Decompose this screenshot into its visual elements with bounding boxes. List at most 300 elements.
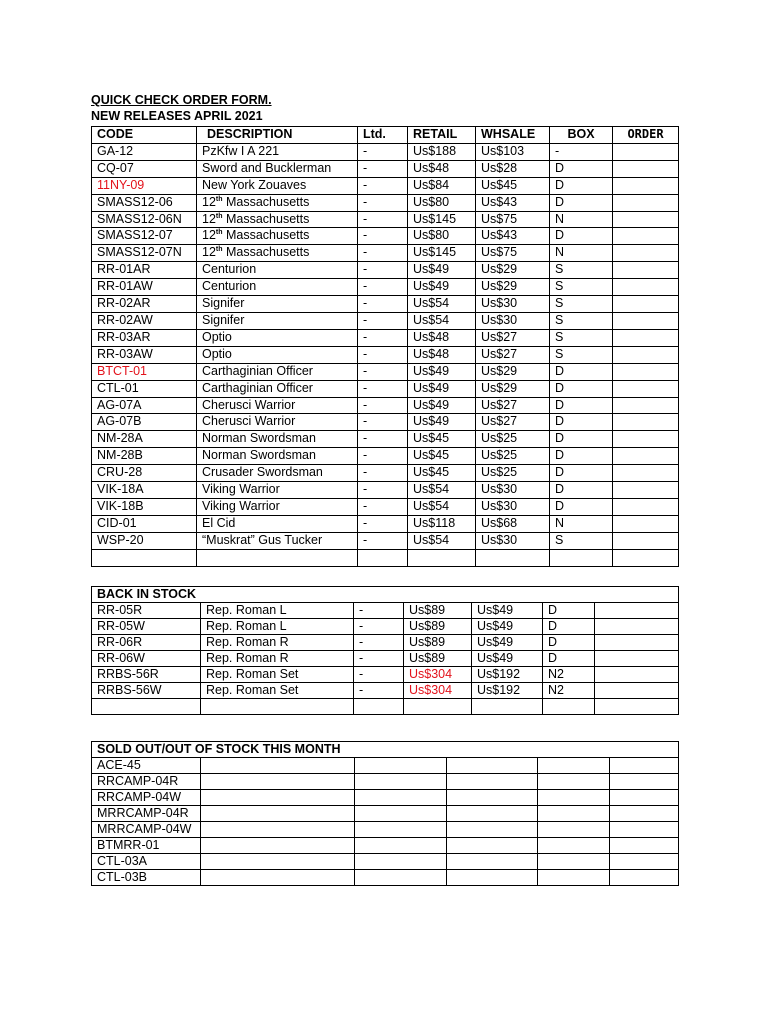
ltd-value: - (358, 380, 408, 397)
product-code: WSP-20 (92, 532, 197, 549)
section-header-row (92, 742, 679, 758)
header-box: BOX (550, 127, 613, 144)
header-ltd: Ltd. (358, 127, 408, 144)
order-quantity-cell[interactable] (613, 329, 679, 346)
product-description (197, 245, 358, 262)
wholesale-price: Us$43 (476, 228, 550, 245)
empty-cell (447, 774, 538, 790)
retail-price: Us$188 (408, 143, 476, 160)
empty-cell (355, 838, 447, 854)
empty-cell (355, 790, 447, 806)
empty-cell (447, 870, 538, 886)
box-type: D (543, 635, 595, 651)
product-code: CTL-01 (92, 380, 197, 397)
table-header-row (92, 127, 679, 144)
product-code: BTMRR-01 (92, 838, 201, 854)
order-quantity-cell[interactable] (613, 296, 679, 313)
retail-price: Us$89 (404, 651, 472, 667)
table-row (92, 414, 679, 431)
wholesale-price: Us$29 (476, 380, 550, 397)
box-type: D (550, 431, 613, 448)
description-text: Viking Warrior (202, 498, 280, 513)
wholesale-price: Us$30 (476, 296, 550, 313)
product-description (197, 414, 358, 431)
table-row (92, 448, 679, 465)
empty-cell (447, 806, 538, 822)
table-row (92, 838, 679, 854)
description-text: 12 (202, 211, 216, 226)
table-row (92, 363, 679, 380)
empty-cell (355, 758, 447, 774)
product-description: Rep. Roman R (201, 635, 354, 651)
ltd-value: - (358, 296, 408, 313)
order-quantity-cell[interactable] (613, 143, 679, 160)
order-quantity-cell[interactable] (595, 667, 679, 683)
description-text: PzKfw I A 221 (202, 143, 280, 158)
ltd-value: - (354, 619, 404, 635)
ltd-value: - (358, 397, 408, 414)
box-type: D (543, 619, 595, 635)
section-header-row (92, 587, 679, 603)
retail-price: Us$45 (408, 465, 476, 482)
ordinal-suffix: th (215, 212, 223, 220)
product-code: RRBS-56W (92, 683, 201, 699)
ltd-value: - (358, 279, 408, 296)
description-text: 12 (202, 194, 216, 209)
retail-price: Us$48 (408, 346, 476, 363)
empty-cell (201, 774, 355, 790)
wholesale-price: Us$27 (476, 346, 550, 363)
box-type: D (543, 603, 595, 619)
retail-price: Us$89 (404, 619, 472, 635)
ltd-value: - (358, 228, 408, 245)
product-description (197, 160, 358, 177)
wholesale-price: Us$29 (476, 262, 550, 279)
wholesale-price: Us$192 (472, 683, 543, 699)
empty-cell (355, 870, 447, 886)
empty-cell (472, 699, 543, 715)
order-quantity-cell[interactable] (613, 380, 679, 397)
table-row (92, 194, 679, 211)
table-row (92, 160, 679, 177)
order-quantity-cell[interactable] (595, 651, 679, 667)
empty-cell (355, 822, 447, 838)
box-type: N (550, 515, 613, 532)
description-text-rest: Massachusetts (222, 228, 310, 243)
product-code: NM-28B (92, 448, 197, 465)
product-code: AG-07B (92, 414, 197, 431)
box-type: D (550, 380, 613, 397)
product-description (197, 296, 358, 313)
ltd-value: - (358, 482, 408, 499)
back-in-stock-table (91, 586, 679, 715)
product-description (197, 279, 358, 296)
empty-cell (610, 806, 679, 822)
table-row (92, 603, 679, 619)
empty-cell (610, 854, 679, 870)
product-description: Rep. Roman R (201, 651, 354, 667)
empty-row (92, 549, 679, 566)
empty-cell (201, 854, 355, 870)
order-quantity-cell[interactable] (595, 603, 679, 619)
empty-cell (447, 822, 538, 838)
wholesale-price: Us$103 (476, 143, 550, 160)
sold-out-title: SOLD OUT/OUT OF STOCK THIS MONTH (92, 742, 679, 758)
table-row (92, 329, 679, 346)
box-type: S (550, 296, 613, 313)
ltd-value: - (354, 635, 404, 651)
empty-cell (201, 758, 355, 774)
description-text: Cherusci Warrior (202, 397, 296, 412)
empty-cell (610, 870, 679, 886)
product-code: RR-05W (92, 619, 201, 635)
back-in-stock-title: BACK IN STOCK (92, 587, 679, 603)
description-text: Norman Swordsman (202, 431, 316, 446)
product-description (197, 312, 358, 329)
empty-cell (408, 549, 476, 566)
empty-cell (404, 699, 472, 715)
retail-price: Us$48 (408, 329, 476, 346)
product-description (197, 465, 358, 482)
box-type: N2 (543, 667, 595, 683)
product-code: SMASS12-07 (92, 228, 197, 245)
product-code: RRCAMP-04W (92, 790, 201, 806)
wholesale-price: Us$30 (476, 312, 550, 329)
wholesale-price: Us$49 (472, 651, 543, 667)
empty-cell (538, 774, 610, 790)
order-quantity-cell[interactable] (613, 397, 679, 414)
ltd-value: - (354, 683, 404, 699)
retail-price: Us$48 (408, 160, 476, 177)
description-text: Viking Warrior (202, 482, 280, 497)
retail-price: Us$304 (404, 683, 472, 699)
empty-cell (447, 854, 538, 870)
header-whsale: WHSALE (476, 127, 550, 144)
ltd-value: - (354, 603, 404, 619)
description-text: Centurion (202, 262, 257, 277)
empty-cell (610, 758, 679, 774)
order-quantity-cell[interactable] (595, 683, 679, 699)
product-description (197, 143, 358, 160)
order-quantity-cell[interactable] (613, 515, 679, 532)
retail-price: Us$54 (408, 498, 476, 515)
ltd-value: - (358, 312, 408, 329)
table-row (92, 774, 679, 790)
retail-price: Us$80 (408, 228, 476, 245)
table-row (92, 312, 679, 329)
product-code: RRCAMP-04R (92, 774, 201, 790)
box-type: N (550, 245, 613, 262)
box-type: D (550, 498, 613, 515)
empty-cell (538, 822, 610, 838)
empty-cell (201, 806, 355, 822)
product-code: ACE-45 (92, 758, 201, 774)
product-code: CID-01 (92, 515, 197, 532)
wholesale-price: Us$75 (476, 245, 550, 262)
product-code: NM-28A (92, 431, 197, 448)
retail-price: Us$89 (404, 635, 472, 651)
box-type: S (550, 262, 613, 279)
table-row (92, 498, 679, 515)
empty-cell (92, 699, 201, 715)
ltd-value: - (358, 414, 408, 431)
wholesale-price: Us$29 (476, 279, 550, 296)
table-row (92, 619, 679, 635)
empty-cell (354, 699, 404, 715)
description-text: Cherusci Warrior (202, 414, 296, 429)
empty-cell (201, 838, 355, 854)
order-quantity-cell[interactable] (595, 619, 679, 635)
header-code: CODE (92, 127, 197, 144)
retail-price: Us$49 (408, 397, 476, 414)
empty-cell (447, 790, 538, 806)
retail-price: Us$118 (408, 515, 476, 532)
table-row (92, 346, 679, 363)
product-description (197, 515, 358, 532)
wholesale-price: Us$30 (476, 498, 550, 515)
box-type: N (550, 211, 613, 228)
empty-cell (538, 790, 610, 806)
box-type: D (550, 177, 613, 194)
product-description: Rep. Roman L (201, 619, 354, 635)
retail-price: Us$54 (408, 312, 476, 329)
ltd-value: - (358, 465, 408, 482)
table-row (92, 667, 679, 683)
page-subtitle: NEW RELEASES APRIL 2021 (91, 109, 263, 123)
product-description (197, 482, 358, 499)
description-text: Carthaginian Officer (202, 380, 313, 395)
order-quantity-cell[interactable] (613, 228, 679, 245)
ltd-value: - (358, 346, 408, 363)
description-text: Signifer (202, 296, 245, 311)
product-code: SMASS12-06 (92, 194, 197, 211)
wholesale-price: Us$30 (476, 482, 550, 499)
ltd-value: - (358, 532, 408, 549)
product-code: RR-02AW (92, 312, 197, 329)
wholesale-price: Us$192 (472, 667, 543, 683)
wholesale-price: Us$27 (476, 414, 550, 431)
empty-cell (538, 806, 610, 822)
retail-price: Us$45 (408, 431, 476, 448)
table-row (92, 635, 679, 651)
order-quantity-cell[interactable] (613, 448, 679, 465)
ltd-value: - (358, 143, 408, 160)
wholesale-price: Us$45 (476, 177, 550, 194)
product-code: CRU-28 (92, 465, 197, 482)
table-row (92, 758, 679, 774)
description-text: Crusader Swordsman (202, 465, 323, 480)
product-code: VIK-18B (92, 498, 197, 515)
description-text-rest: Massachusetts (222, 245, 310, 260)
order-quantity-cell[interactable] (613, 498, 679, 515)
description-text: Centurion (202, 279, 257, 294)
retail-price: Us$49 (408, 414, 476, 431)
product-code: SMASS12-06N (92, 211, 197, 228)
product-description (197, 194, 358, 211)
order-quantity-cell[interactable] (613, 279, 679, 296)
product-code: RR-03AW (92, 346, 197, 363)
empty-cell (610, 774, 679, 790)
product-code: MRRCAMP-04R (92, 806, 201, 822)
order-quantity-cell[interactable] (613, 194, 679, 211)
description-text: Sword and Bucklerman (202, 160, 332, 175)
product-code: GA-12 (92, 143, 197, 160)
retail-price: Us$45 (408, 448, 476, 465)
ltd-value: - (354, 651, 404, 667)
header-retail: RETAIL (408, 127, 476, 144)
box-type: S (550, 279, 613, 296)
retail-price: Us$49 (408, 380, 476, 397)
ltd-value: - (358, 431, 408, 448)
retail-price: Us$54 (408, 482, 476, 499)
order-quantity-cell[interactable] (613, 465, 679, 482)
empty-cell (201, 699, 354, 715)
wholesale-price: Us$30 (476, 532, 550, 549)
table-row (92, 532, 679, 549)
order-quantity-cell[interactable] (613, 160, 679, 177)
ltd-value: - (358, 498, 408, 515)
table-row (92, 177, 679, 194)
description-text: 12 (202, 245, 216, 260)
table-row (92, 380, 679, 397)
wholesale-price: Us$49 (472, 603, 543, 619)
order-quantity-cell[interactable] (613, 482, 679, 499)
order-quantity-cell[interactable] (613, 346, 679, 363)
empty-cell (201, 822, 355, 838)
wholesale-price: Us$29 (476, 363, 550, 380)
sold-out-table (91, 741, 679, 886)
ltd-value: - (354, 667, 404, 683)
wholesale-price: Us$27 (476, 397, 550, 414)
ltd-value: - (358, 448, 408, 465)
description-text-rest: Massachusetts (222, 194, 310, 209)
empty-cell[interactable] (595, 699, 679, 715)
empty-cell (447, 758, 538, 774)
product-code: SMASS12-07N (92, 245, 197, 262)
order-quantity-cell[interactable] (613, 312, 679, 329)
retail-price: Us$54 (408, 296, 476, 313)
description-text: 12 (202, 228, 216, 243)
table-row (92, 790, 679, 806)
box-type: D (550, 397, 613, 414)
retail-price: Us$89 (404, 603, 472, 619)
box-type: D (550, 482, 613, 499)
empty-cell (610, 822, 679, 838)
product-description (197, 346, 358, 363)
description-text: Optio (202, 346, 232, 361)
empty-cell (355, 774, 447, 790)
empty-row (92, 699, 679, 715)
table-row (92, 515, 679, 532)
table-row (92, 651, 679, 667)
table-row (92, 465, 679, 482)
table-row (92, 854, 679, 870)
order-quantity-cell[interactable] (613, 177, 679, 194)
retail-price: Us$49 (408, 279, 476, 296)
order-quantity-cell[interactable] (613, 414, 679, 431)
retail-price: Us$49 (408, 363, 476, 380)
order-quantity-cell[interactable] (613, 262, 679, 279)
table-row (92, 806, 679, 822)
product-description: Rep. Roman Set (201, 667, 354, 683)
product-code: CTL-03A (92, 854, 201, 870)
description-text-rest: Massachusetts (222, 211, 310, 226)
table-row (92, 683, 679, 699)
product-code: RR-05R (92, 603, 201, 619)
retail-price: Us$54 (408, 532, 476, 549)
product-description (197, 397, 358, 414)
ordinal-suffix: th (215, 246, 223, 254)
empty-cell[interactable] (613, 549, 679, 566)
product-description (197, 262, 358, 279)
product-description (197, 228, 358, 245)
table-row (92, 822, 679, 838)
empty-cell (201, 790, 355, 806)
retail-price: Us$145 (408, 211, 476, 228)
order-quantity-cell[interactable] (613, 245, 679, 262)
empty-cell (197, 549, 358, 566)
wholesale-price: Us$25 (476, 431, 550, 448)
description-text: “Muskrat” Gus Tucker (202, 532, 323, 547)
box-type: S (550, 329, 613, 346)
product-code: CQ-07 (92, 160, 197, 177)
product-description (197, 329, 358, 346)
empty-cell (476, 549, 550, 566)
wholesale-price: Us$49 (472, 635, 543, 651)
table-row (92, 482, 679, 499)
box-type: N2 (543, 683, 595, 699)
table-row (92, 279, 679, 296)
ltd-value: - (358, 194, 408, 211)
box-type: D (550, 363, 613, 380)
order-quantity-cell[interactable] (613, 211, 679, 228)
ltd-value: - (358, 245, 408, 262)
product-code: RR-06R (92, 635, 201, 651)
empty-cell (447, 838, 538, 854)
table-row (92, 143, 679, 160)
order-quantity-cell[interactable] (613, 363, 679, 380)
wholesale-price: Us$49 (472, 619, 543, 635)
box-type: - (550, 143, 613, 160)
box-type: D (550, 465, 613, 482)
product-code: MRRCAMP-04W (92, 822, 201, 838)
product-code: RR-03AR (92, 329, 197, 346)
order-quantity-cell[interactable] (595, 635, 679, 651)
table-row (92, 397, 679, 414)
retail-price: Us$80 (408, 194, 476, 211)
ltd-value: - (358, 515, 408, 532)
product-code: BTCT-01 (92, 363, 197, 380)
product-description (197, 532, 358, 549)
order-quantity-cell[interactable] (613, 532, 679, 549)
product-code: RRBS-56R (92, 667, 201, 683)
ordinal-suffix: th (215, 229, 223, 237)
box-type: D (550, 194, 613, 211)
product-description (197, 380, 358, 397)
empty-cell (610, 838, 679, 854)
box-type: S (550, 312, 613, 329)
ltd-value: - (358, 363, 408, 380)
product-description: Rep. Roman Set (201, 683, 354, 699)
wholesale-price: Us$25 (476, 465, 550, 482)
product-description (197, 177, 358, 194)
product-code: RR-01AW (92, 279, 197, 296)
empty-cell (538, 854, 610, 870)
table-row (92, 870, 679, 886)
box-type: S (550, 532, 613, 549)
order-quantity-cell[interactable] (613, 431, 679, 448)
ltd-value: - (358, 211, 408, 228)
